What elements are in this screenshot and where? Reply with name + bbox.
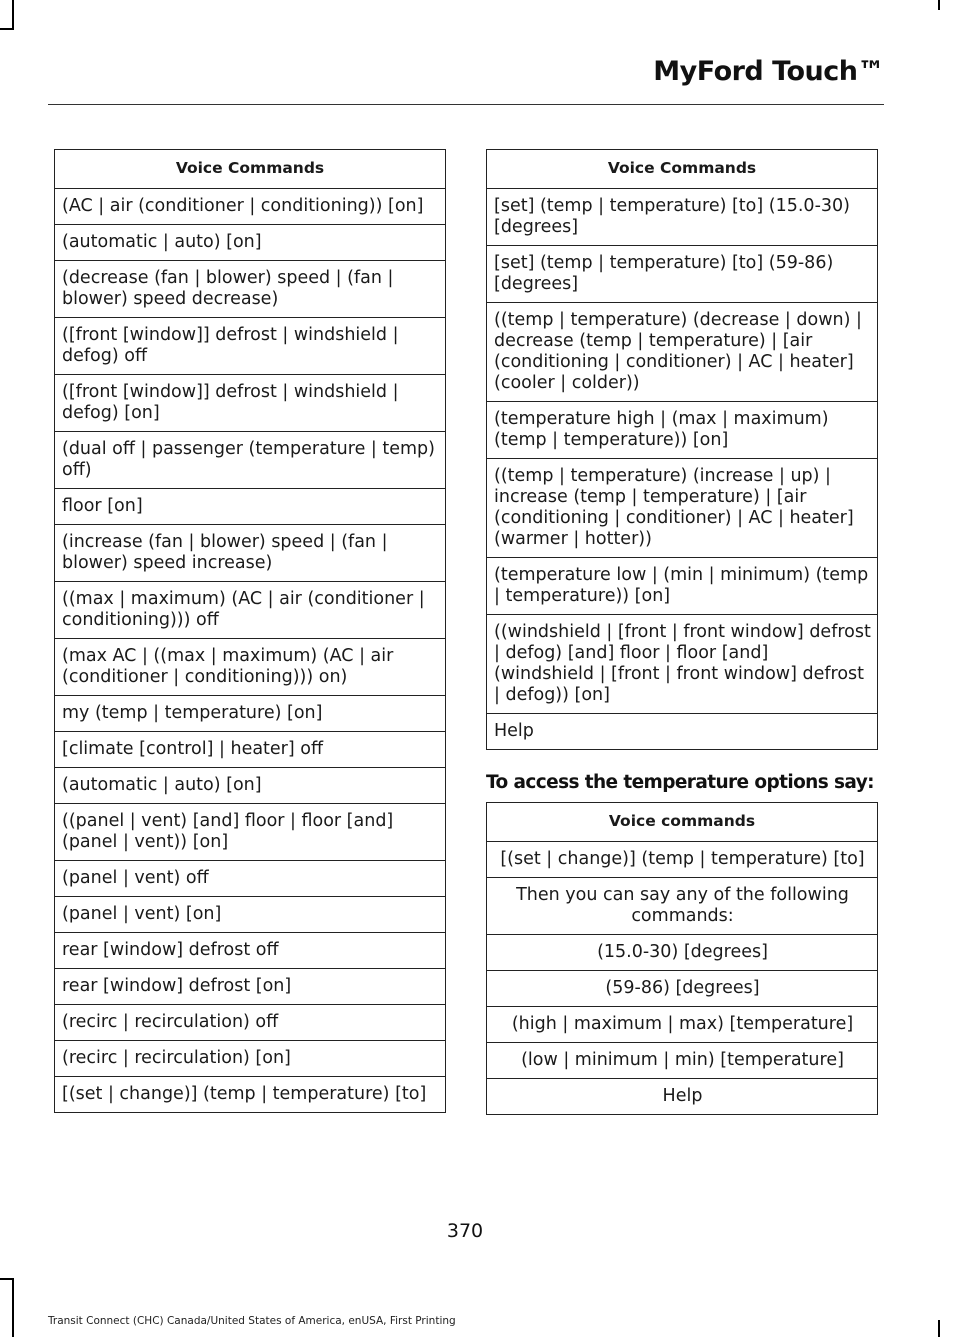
command-cell: (59-86) [degrees] [487,971,878,1007]
table-row [55,375,446,432]
command-cell: (panel | vent) off [55,861,446,897]
command-cell: [(set | change)] (temp | temperature) [to] [55,1077,446,1113]
crop-mark [12,1278,14,1337]
table-row [487,935,878,971]
command-cell: [set] (temp | temperature) [to] (59-86) [degrees] [487,246,878,303]
command-cell: (decrease (fan | blower) speed | (fan | blower) speed decrease) [55,261,446,318]
command-cell: rear [window] defrost off [55,933,446,969]
command-cell: ((temp | temperature) (decrease | down) | decrease (temp | temperature) | [air (conditioning | conditioner) | AC | heater] (cooler | colder)) [487,303,878,402]
table-row [55,432,446,489]
table-row [55,1077,446,1113]
command-cell: (temperature high | (max | maximum) (temp | temperature)) [on] [487,402,878,459]
command-cell: Then you can say any of the following commands: [487,878,878,935]
footer-text: Transit Connect (CHC) Canada/United States of America, enUSA, First Printing [48,1315,456,1327]
table-row [487,971,878,1007]
command-cell: ((max | maximum) (AC | air (conditioner | conditioning))) off [55,582,446,639]
crop-mark [0,1278,14,1280]
table-row [487,558,878,615]
table-row [55,933,446,969]
command-cell: [(set | change)] (temp | temperature) [to] [487,842,878,878]
table-row [55,582,446,639]
crop-mark [938,1320,940,1337]
table-row [55,804,446,861]
title-divider [48,104,884,105]
table-row [487,714,878,750]
table-row [55,897,446,933]
table-row [55,969,446,1005]
crop-mark [12,0,14,28]
table-header: Voice Commands [55,150,446,189]
page-number: 370 [446,1220,484,1242]
command-cell: ([front [window]] defrost | windshield | defog) off [55,318,446,375]
command-cell: [set] (temp | temperature) [to] (15.0-30) [degrees] [487,189,878,246]
command-cell: Help [487,1079,878,1115]
command-cell: floor [on] [55,489,446,525]
command-cell: (AC | air (conditioner | conditioning)) [on] [55,189,446,225]
command-cell: (15.0-30) [degrees] [487,935,878,971]
command-cell: (low | minimum | min) [temperature] [487,1043,878,1079]
command-cell: rear [window] defrost [on] [55,969,446,1005]
command-cell: (max AC | ((max | maximum) (AC | air (conditioner | conditioning))) on) [55,639,446,696]
command-cell: (increase (fan | blower) speed | (fan | blower) speed increase) [55,525,446,582]
table-row [487,459,878,558]
command-cell: (recirc | recirculation) off [55,1005,446,1041]
table-row [487,246,878,303]
table-row [487,402,878,459]
command-cell: (panel | vent) [on] [55,897,446,933]
table-row [55,318,446,375]
command-cell: (automatic | auto) [on] [55,225,446,261]
table-row [55,732,446,768]
table-row [55,1005,446,1041]
crop-mark [938,0,940,10]
command-cell: (dual off | passenger (temperature | temp) off) [55,432,446,489]
voice-commands-table-left [54,149,446,1113]
table-row [55,525,446,582]
table-row [55,189,446,225]
table-row [487,1079,878,1115]
table-header: Voice Commands [487,150,878,189]
command-cell: (high | maximum | max) [temperature] [487,1007,878,1043]
table-row [487,1043,878,1079]
table-row [55,768,446,804]
command-cell: ([front [window]] defrost | windshield | defog) [on] [55,375,446,432]
table-row [55,696,446,732]
section-title: MyFord Touch™ [653,56,884,87]
command-cell: (temperature low | (min | minimum) (temp | temperature)) [on] [487,558,878,615]
table-row [55,489,446,525]
command-cell: (automatic | auto) [on] [55,768,446,804]
crop-mark [0,28,14,30]
table-header: Voice commands [487,803,878,842]
table-row [487,878,878,935]
table-row [55,861,446,897]
voice-commands-table-right [486,149,878,750]
command-cell: (recirc | recirculation) [on] [55,1041,446,1077]
table-row [487,1007,878,1043]
temperature-options-heading: To access the temperature options say: [486,772,874,793]
command-cell: ((windshield | [front | front window] defrost | defog) [and] floor | floor [and] (windshield | [front | front window] defrost | defog)) [on] [487,615,878,714]
table-row [487,842,878,878]
command-cell: [climate [control] | heater] off [55,732,446,768]
command-cell: my (temp | temperature) [on] [55,696,446,732]
temperature-commands-table [486,802,878,1115]
command-cell: Help [487,714,878,750]
table-row [487,615,878,714]
command-cell: ((temp | temperature) (increase | up) | increase (temp | temperature) | [air (conditioning | conditioner) | AC | heater] (warmer | hotter)) [487,459,878,558]
table-row [55,1041,446,1077]
table-row [55,261,446,318]
table-row [487,189,878,246]
table-row [487,303,878,402]
table-row [55,639,446,696]
table-row [55,225,446,261]
command-cell: ((panel | vent) [and] floor | floor [and] (panel | vent)) [on] [55,804,446,861]
